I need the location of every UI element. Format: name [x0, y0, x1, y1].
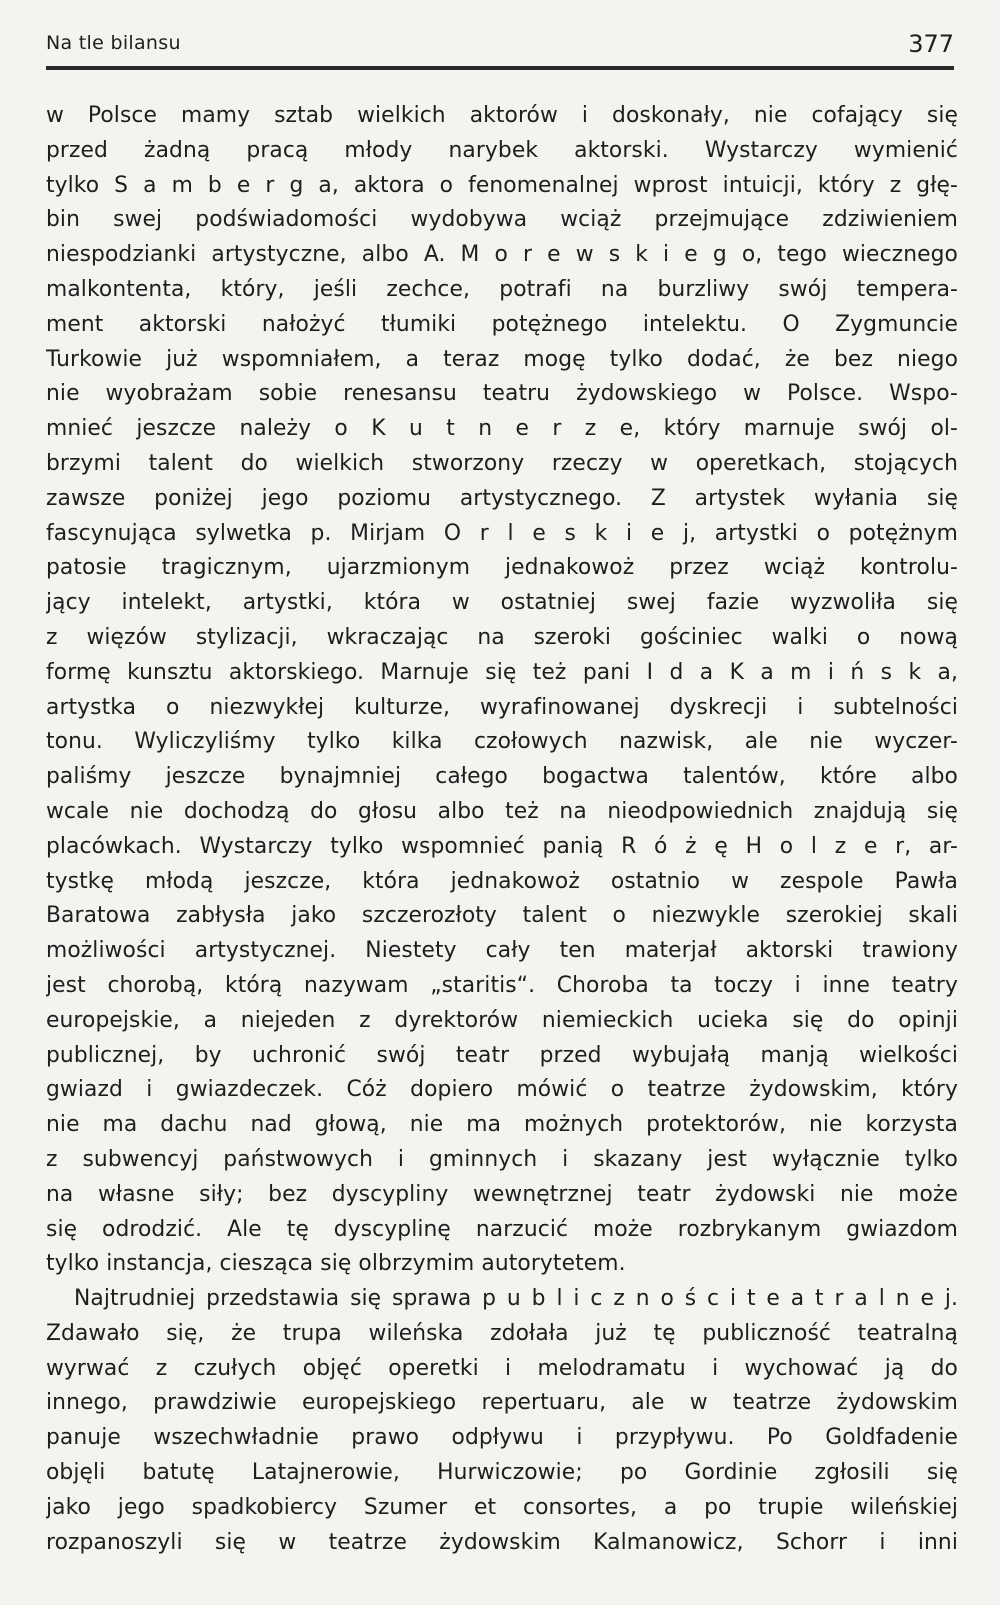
page-header: [46, 30, 954, 70]
text-line: tonu. Wyliczyliśmy tylko kilka czołowych nazwisk, ale nie wyczer-: [46, 729, 958, 755]
text-line: tystkę młodą jeszcze, która jednakowoż ostatnio w zespole Pawła: [46, 868, 958, 894]
text-line: nie ma dachu nad głową, nie ma możnych protektorów, nie korzysta: [46, 1112, 958, 1138]
text-line: niespodzianki artystyczne, albo A. M o r e w s k i e g o, tego wiecznego: [46, 242, 958, 268]
body-text: [46, 99, 958, 1560]
text-line: ment aktorski nałożyć tłumiki potężnego intelektu. O Zygmuncie: [46, 311, 958, 337]
text-line: rozpanoszyli się w teatrze żydowskim Kalmanowicz, Schorr i inni: [46, 1529, 958, 1555]
running-title: Na tle bilansu: [46, 32, 181, 54]
text-line: mnieć jeszcze należy o K u t n e r z e, który marnuje swój ol-: [46, 416, 958, 442]
text-line: na własne siły; bez dyscypliny wewnętrznej teatr żydowski nie może: [46, 1181, 958, 1207]
text-line: z subwencyj państwowych i gminnych i skazany jest wyłącznie tylko: [46, 1146, 958, 1172]
text-line: zawsze poniżej jego poziomu artystycznego. Z artystek wyłania się: [46, 485, 958, 511]
text-line: brzymi talent do wielkich stworzony rzeczy w operetkach, stojących: [46, 450, 958, 476]
text-line: patosie tragicznym, ujarzmionym jednakowoż przez wciąż kontrolu-: [46, 555, 958, 581]
text-line: jest chorobą, którą nazywam „staritis“. Choroba ta toczy i inne teatry: [46, 972, 958, 998]
text-line: Baratowa zabłysła jako szczerozłoty talent o niezwykle szerokiej skali: [46, 903, 958, 929]
text-line: fascynująca sylwetka p. Mirjam O r l e s k i e j, artystki o potężnym: [46, 520, 958, 546]
text-line: gwiazd i gwiazdeczek. Cóż dopiero mówić o teatrze żydowskim, który: [46, 1077, 958, 1103]
text-line: artystka o niezwykłej kulturze, wyrafinowanej dyskrecji i subtelności: [46, 694, 958, 720]
text-line: nie wyobrażam sobie renesansu teatru żydowskiego w Polsce. Wspo-: [46, 381, 958, 407]
text-line: Zdawało się, że trupa wileńska zdołała już tę publiczność teatralną: [46, 1320, 958, 1346]
text-line: z więzów stylizacji, wkraczając na szeroki gościniec walki o nową: [46, 624, 958, 650]
text-line: wyrwać z czułych objęć operetki i melodramatu i wychować ją do: [46, 1355, 958, 1381]
text-line: jący intelekt, artystki, która w ostatniej swej fazie wyzwoliła się: [46, 590, 958, 616]
text-line: wcale nie dochodzą do głosu albo też na nieodpowiednich znajdują się: [46, 798, 958, 824]
text-line: Turkowie już wspomniałem, a teraz mogę tylko dodać, że bez niego: [46, 346, 958, 372]
page-number: 377: [908, 30, 954, 58]
text-line: formę kunsztu aktorskiego. Marnuje się też pani I d a K a m i ń s k a,: [46, 659, 958, 685]
text-line: możliwości artystycznej. Niestety cały ten materjał aktorski trawiony: [46, 938, 958, 964]
text-line: placówkach. Wystarczy tylko wspomnieć panią R ó ż ę H o l z e r, ar-: [46, 833, 958, 859]
text-line: w Polsce mamy sztab wielkich aktorów i doskonały, nie cofający się: [46, 103, 958, 128]
text-line: objęli batutę Latajnerowie, Hurwiczowie; po Gordinie zgłosili się: [46, 1460, 958, 1486]
text-line: malkontenta, który, jeśli zechce, potrafi na burzliwy swój tempera-: [46, 276, 958, 302]
text-line: tylko instancja, ciesząca się olbrzymim autorytetem.: [46, 1251, 626, 1277]
header-rule: [46, 66, 954, 70]
text-line: się odrodzić. Ale tę dyscyplinę narzucić może rozbrykanym gwiazdom: [46, 1216, 958, 1242]
text-line: paliśmy jeszcze bynajmniej całego bogactwa talentów, które albo: [46, 764, 958, 790]
text-line: panuje wszechwładnie prawo odpływu i przypływu. Po Goldfadenie: [46, 1425, 958, 1451]
text-line: tylko S a m b e r g a, aktora o fenomenalnej wprost intuicji, który z głę-: [46, 172, 958, 198]
text-line: europejskie, a niejeden z dyrektorów niemieckich ucieka się do opinji: [46, 1007, 958, 1033]
text-line: Najtrudniej przedstawia się sprawa p u b l i c z n o ś c i t e a t r a l n e j.: [74, 1286, 958, 1312]
text-line: innego, prawdziwie europejskiego repertuaru, ale w teatrze żydowskim: [46, 1390, 958, 1416]
text-line: przed żadną pracą młody narybek aktorski. Wystarczy wymienić: [46, 137, 958, 163]
text-line: bin swej podświadomości wydobywa wciąż przejmujące zdziwieniem: [46, 207, 958, 233]
text-line: publicznej, by uchronić swój teatr przed wybujałą manją wielkości: [46, 1042, 958, 1068]
text-line: jako jego spadkobiercy Szumer et consortes, a po trupie wileńskiej: [46, 1494, 958, 1520]
